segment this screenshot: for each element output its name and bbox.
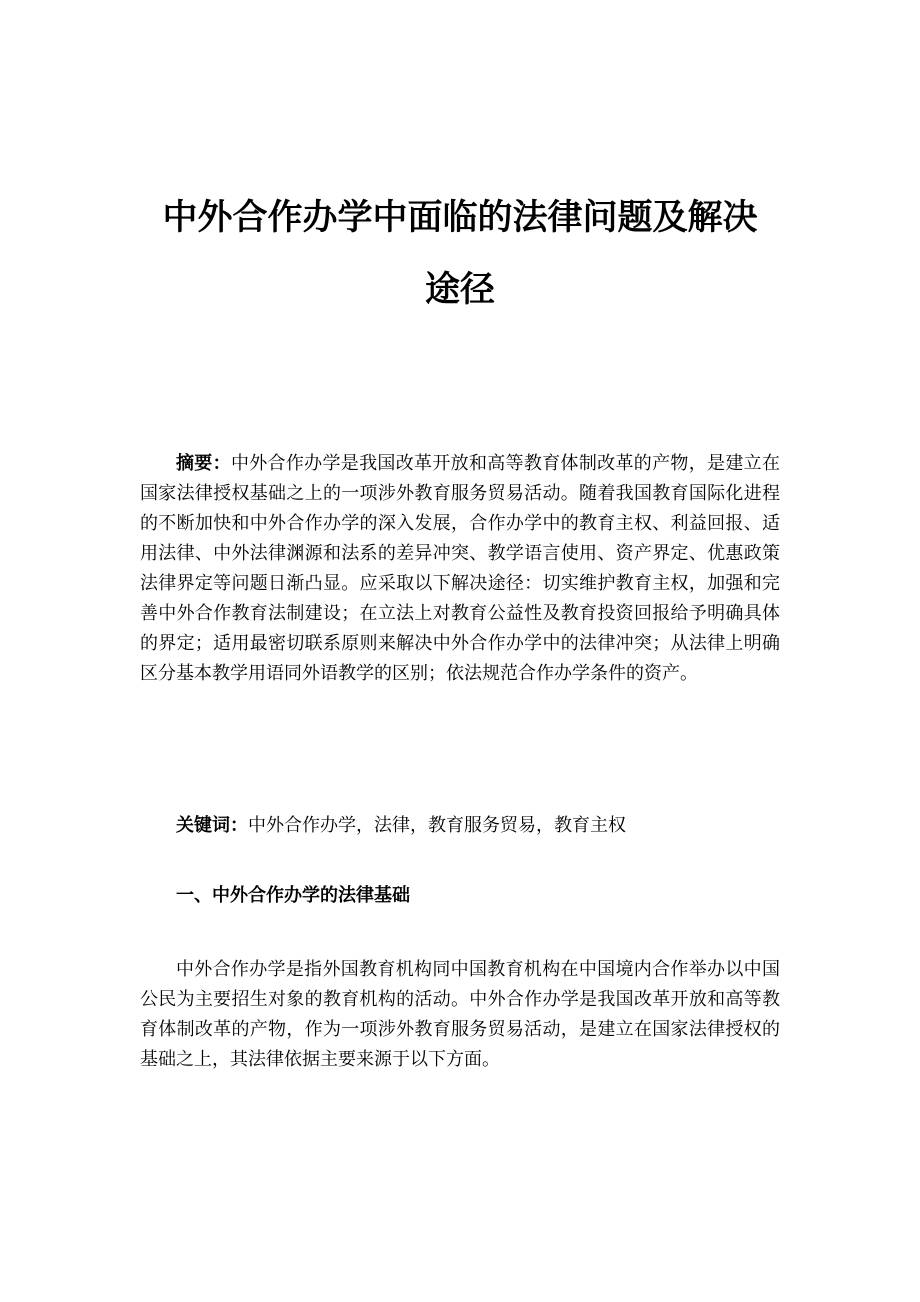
keywords-label: 关键词： (176, 815, 248, 836)
section-1-paragraph-1: 中外合作办学是指外国教育机构同中国教育机构在中国境内合作举办以中国公民为主要招生对象的教育机构的活动。中外合作办学是我国改革开放和高等教育体制改革的产物，作为一项涉外教育服务贸易活动，是建立在国家法律授权的基础之上，其法律依据主要来源于以下方面。 (140, 959, 780, 1070)
document-title-line-1: 中外合作办学中面临的法律问题及解决 (162, 198, 758, 238)
keywords-text: 中外合作办学，法律，教育服务贸易，教育主权 (248, 815, 626, 836)
abstract-paragraph (140, 449, 780, 689)
abstract-text: 中外合作办学是我国改革开放和高等教育体制改革的产物，是建立在国家法律授权基础之上的一项涉外教育服务贸易活动。随着我国教育国际化进程的不断加快和中外合作办学的深入发展，合作办学中的教育主权、利益回报、适用法律、中外法律渊源和法系的差异冲突、教学语言使用、资产界定、优惠政策法律界定等问题日渐凸显。应采取以下解决途径：切实维护教育主权，加强和完善中外合作教育法制建设；在立法上对教育公益性及教育投资回报给予明确具体的界定；适用最密切联系原则来解决中外合作办学中的法律冲突；从法律上明确区分基本教学用语同外语教学的区别；依法规范合作办学条件的资产。 (140, 453, 780, 684)
keywords-paragraph (140, 811, 780, 841)
section-1-heading: 一、中外合作办学的法律基础 (176, 885, 410, 906)
document-title-line-2: 途径 (424, 270, 495, 310)
abstract-label: 摘要： (176, 453, 231, 474)
